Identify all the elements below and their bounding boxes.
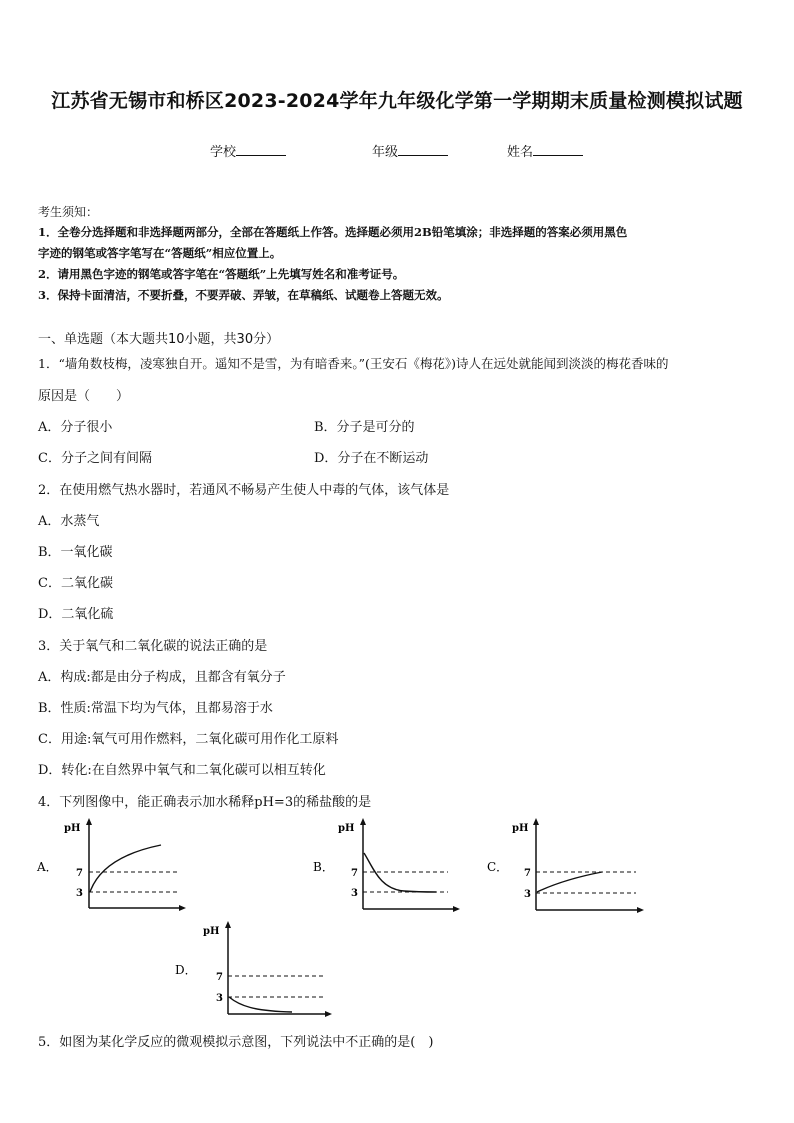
- q4-graph-c-ylabel: pH: [512, 823, 529, 834]
- q2-option-a: A．水蒸气: [38, 514, 100, 529]
- notice-item-3: 3．保持卡面清洁，不要折叠，不要弄破、弄皱，在草稿纸、试题卷上答题无效。: [38, 288, 449, 302]
- q4-graph-b-ylabel: pH: [338, 823, 355, 834]
- q4-graph-b-tick-3: 3: [351, 888, 358, 899]
- q4-graph-a-curve: [90, 845, 161, 892]
- school-label: 学校: [210, 145, 237, 160]
- name-blank: [533, 143, 583, 156]
- q3-option-b: B．性质:常温下均为气体，且都易溶于水: [38, 701, 273, 716]
- q4-graph-c: [486, 815, 646, 915]
- q4-graph-a-tick-3: 3: [76, 888, 83, 899]
- q4-stem: 4．下列图像中，能正确表示加水稀释pH=3的稀盐酸的是: [38, 795, 372, 810]
- q4-graph-d-y-arrow: [225, 921, 231, 928]
- notice-heading: 考生须知：: [38, 205, 99, 219]
- q4-graph-d-x-arrow: [325, 1011, 332, 1017]
- q4-graph-b-y-arrow: [360, 818, 366, 825]
- q1-option-a: A．分子很小: [38, 420, 113, 435]
- q2-option-c: C．二氧化碳: [38, 576, 113, 591]
- q4-graph-d-tick-7: 7: [216, 972, 223, 983]
- q1-option-d: D．分子在不断运动: [314, 451, 429, 466]
- q4-graph-a-x-arrow: [179, 905, 186, 911]
- q2-stem: 2．在使用燃气热水器时，若通风不畅易产生使人中毒的气体，该气体是: [38, 483, 450, 498]
- q3-option-c: C．用途:氧气可用作燃料，二氧化碳可用作化工原料: [38, 732, 339, 747]
- q1-stem-line1: 1．“墙角数枝梅，凌寒独自开。遥知不是雪，为有暗香来。”(王安石《梅花》)诗人在远处就能闻到淡淡的梅花香味的: [38, 356, 669, 371]
- page-title: 江苏省无锡市和桥区2023-2024学年九年级化学第一学期期末质量检测模拟试题: [51, 90, 743, 112]
- q1-option-b: B．分子是可分的: [314, 420, 415, 435]
- q4-graph-d: [174, 918, 334, 1018]
- q4-graph-a: [36, 815, 186, 915]
- q2-option-b: B．一氧化碳: [38, 545, 113, 560]
- q4-graph-d-tick-3: 3: [216, 993, 223, 1004]
- q4-graph-b-x-arrow: [453, 906, 460, 912]
- q3-option-a: A．构成:都是由分子构成，且都含有氧分子: [38, 670, 286, 685]
- q4-graph-c-y-arrow: [533, 818, 539, 825]
- section-heading: 一、单选题（本大题共10小题，共30分）: [38, 332, 280, 347]
- q1-stem-line2: 原因是（ ）: [38, 389, 130, 404]
- q4-graph-a-y-arrow: [86, 818, 92, 825]
- q4-graph-c-curve: [537, 872, 602, 892]
- q4-graph-c-x-arrow: [637, 907, 644, 913]
- school-blank: [236, 143, 286, 156]
- notice-item-2: 2．请用黑色字迹的钢笔或答字笔在“答题纸”上先填写姓名和准考证号。: [38, 267, 405, 281]
- q4-graph-d-curve: [229, 997, 292, 1012]
- school-field: [210, 141, 286, 160]
- q4-graph-c-tick-7: 7: [524, 868, 531, 879]
- q4-graph-b-tick-7: 7: [351, 868, 358, 879]
- q4-graph-a-option: A．: [37, 860, 58, 874]
- notice-item-1: 1．全卷分选择题和非选择题两部分，全部在答题纸上作答。选择题必须用2B铅笔填涂；非选择题的答案必须用黑色: [38, 225, 628, 239]
- grade-blank: [398, 143, 448, 156]
- notice-item-1-cont: 字迹的钢笔或答字笔写在“答题纸”相应位置上。: [38, 246, 282, 260]
- name-label: 姓名: [507, 145, 534, 160]
- grade-label: 年级: [372, 145, 399, 160]
- grade-field: [372, 141, 448, 160]
- q1-option-c: C．分子之间有间隔: [38, 451, 152, 466]
- name-field: [507, 141, 583, 160]
- q3-option-d: D．转化:在自然界中氧气和二氧化碳可以相互转化: [38, 763, 326, 778]
- q2-option-d: D．二氧化硫: [38, 607, 114, 622]
- q3-stem: 3．关于氧气和二氧化碳的说法正确的是: [38, 639, 268, 654]
- q4-graph-d-option: D．: [175, 963, 197, 977]
- q4-graph-a-ylabel: pH: [64, 823, 81, 834]
- q4-graph-b-option: B．: [313, 860, 334, 874]
- q4-graph-c-tick-3: 3: [524, 889, 531, 900]
- q4-graph-d-ylabel: pH: [203, 926, 220, 937]
- q4-graph-a-tick-7: 7: [76, 868, 83, 879]
- q4-graph-c-option: C．: [487, 860, 509, 874]
- q5-stem: 5．如图为某化学反应的微观模拟示意图，下列说法中不正确的是( ): [38, 1035, 434, 1050]
- q4-graph-b: [312, 815, 462, 915]
